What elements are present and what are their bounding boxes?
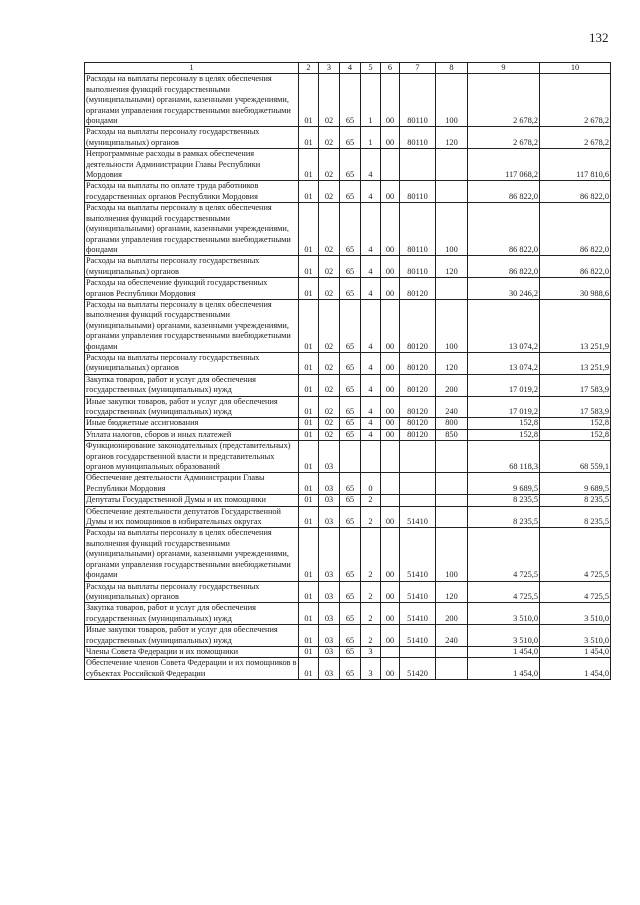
cell-expense-type-code <box>436 473 468 495</box>
cell-direction-code: 80120 <box>400 396 436 418</box>
cell-section-code: 01 <box>299 396 319 418</box>
cell-section-code: 01 <box>299 418 319 429</box>
cell-program-code: 65 <box>340 658 361 680</box>
table-row <box>85 149 611 181</box>
cell-amount-year-2: 152,8 <box>540 429 611 440</box>
cell-expense-type-code <box>436 658 468 680</box>
cell-subsection-code: 03 <box>319 581 340 603</box>
cell-expense-type-code: 850 <box>436 429 468 440</box>
cell-section-code: 01 <box>299 495 319 506</box>
cell-direction-code: 51410 <box>400 528 436 581</box>
cell-amount-year-2: 17 583,9 <box>540 374 611 396</box>
cell-amount-year-1: 17 019,2 <box>468 396 540 418</box>
table-row <box>85 127 611 149</box>
cell-item-name: Закупка товаров, работ и услуг для обеспечения государственных (муниципальных) нужд <box>85 603 299 625</box>
cell-program-code: 65 <box>340 374 361 396</box>
cell-expense-type-code: 100 <box>436 528 468 581</box>
table-row <box>85 581 611 603</box>
cell-subprogram-code: 4 <box>361 149 381 181</box>
column-header: 6 <box>381 63 400 74</box>
cell-subprogram-code: 3 <box>361 658 381 680</box>
cell-item-name: Расходы на выплаты персоналу государственных (муниципальных) органов <box>85 256 299 278</box>
cell-program-code: 65 <box>340 429 361 440</box>
cell-subsection-code: 03 <box>319 473 340 495</box>
cell-amount-year-1: 30 246,2 <box>468 278 540 300</box>
cell-program-code <box>340 441 361 473</box>
cell-expense-type-code <box>436 149 468 181</box>
cell-program-code: 65 <box>340 149 361 181</box>
cell-amount-year-2: 4 725,5 <box>540 528 611 581</box>
cell-subsection-code: 03 <box>319 646 340 657</box>
cell-program-code: 65 <box>340 418 361 429</box>
cell-item-name: Расходы на выплаты персоналу в целях обеспечения выполнения функций государственными (муниципальными) органами, казенными учреждениями, органами управления государственными внебюджетными фондами <box>85 299 299 352</box>
table-row <box>85 506 611 528</box>
cell-event-code <box>381 495 400 506</box>
cell-subprogram-code: 2 <box>361 625 381 647</box>
cell-amount-year-1: 8 235,5 <box>468 506 540 528</box>
cell-subprogram-code: 4 <box>361 352 381 374</box>
cell-section-code: 01 <box>299 256 319 278</box>
cell-subsection-code: 03 <box>319 528 340 581</box>
cell-expense-type-code: 240 <box>436 396 468 418</box>
cell-amount-year-1: 13 074,2 <box>468 299 540 352</box>
cell-subprogram-code: 2 <box>361 581 381 603</box>
cell-amount-year-2: 17 583,9 <box>540 396 611 418</box>
cell-section-code: 01 <box>299 581 319 603</box>
cell-item-name: Расходы на выплаты персоналу в целях обеспечения выполнения функций государственными (муниципальными) органами, казенными учреждениями, органами управления государственными внебюджетными фондами <box>85 528 299 581</box>
cell-amount-year-2: 8 235,5 <box>540 506 611 528</box>
cell-expense-type-code: 120 <box>436 581 468 603</box>
cell-section-code: 01 <box>299 181 319 203</box>
cell-program-code: 65 <box>340 581 361 603</box>
table-row <box>85 374 611 396</box>
cell-amount-year-1: 3 510,0 <box>468 603 540 625</box>
cell-event-code: 00 <box>381 625 400 647</box>
cell-subsection-code: 02 <box>319 278 340 300</box>
cell-section-code: 01 <box>299 603 319 625</box>
cell-item-name: Функционирование законодательных (представительных) органов государственной власти и представительных органов муниципальных образований <box>85 441 299 473</box>
cell-section-code: 01 <box>299 352 319 374</box>
table-row <box>85 352 611 374</box>
cell-direction-code <box>400 149 436 181</box>
cell-subprogram-code: 2 <box>361 603 381 625</box>
cell-amount-year-1: 4 725,5 <box>468 581 540 603</box>
cell-subprogram-code: 4 <box>361 299 381 352</box>
cell-section-code: 01 <box>299 278 319 300</box>
cell-event-code: 00 <box>381 581 400 603</box>
cell-program-code: 65 <box>340 603 361 625</box>
cell-subprogram-code: 4 <box>361 374 381 396</box>
cell-section-code: 01 <box>299 149 319 181</box>
table-row <box>85 495 611 506</box>
cell-event-code: 00 <box>381 278 400 300</box>
cell-subsection-code: 03 <box>319 441 340 473</box>
cell-section-code: 01 <box>299 127 319 149</box>
cell-item-name: Иные закупки товаров, работ и услуг для обеспечения государственных (муниципальных) нужд <box>85 625 299 647</box>
cell-expense-type-code: 100 <box>436 299 468 352</box>
cell-event-code <box>381 149 400 181</box>
column-header: 3 <box>319 63 340 74</box>
cell-section-code: 01 <box>299 203 319 256</box>
cell-event-code: 00 <box>381 299 400 352</box>
column-header: 10 <box>540 63 611 74</box>
cell-subsection-code: 02 <box>319 429 340 440</box>
cell-program-code: 65 <box>340 299 361 352</box>
cell-event-code: 00 <box>381 181 400 203</box>
cell-amount-year-1: 2 678,2 <box>468 127 540 149</box>
cell-direction-code: 80120 <box>400 299 436 352</box>
cell-amount-year-2: 1 454,0 <box>540 646 611 657</box>
cell-event-code: 00 <box>381 506 400 528</box>
cell-program-code: 65 <box>340 352 361 374</box>
cell-item-name: Расходы на выплаты по оплате труда работников государственных органов Республики Мордовия <box>85 181 299 203</box>
cell-expense-type-code <box>436 181 468 203</box>
cell-subprogram-code: 4 <box>361 256 381 278</box>
table-row <box>85 396 611 418</box>
cell-subprogram-code: 4 <box>361 418 381 429</box>
cell-expense-type-code: 200 <box>436 603 468 625</box>
cell-subprogram-code: 2 <box>361 528 381 581</box>
cell-section-code: 01 <box>299 646 319 657</box>
cell-item-name: Расходы на выплаты персоналу в целях обеспечения выполнения функций государственными (муниципальными) органами, казенными учреждениями, органами управления государственными внебюджетными фондами <box>85 203 299 256</box>
cell-expense-type-code <box>436 646 468 657</box>
cell-item-name: Расходы на выплаты персоналу в целях обеспечения выполнения функций государственными (муниципальными) органами, казенными учреждениями, органами управления государственными внебюджетными фондами <box>85 74 299 127</box>
cell-amount-year-1: 2 678,2 <box>468 74 540 127</box>
cell-direction-code: 80110 <box>400 256 436 278</box>
cell-item-name: Расходы на выплаты персоналу государственных (муниципальных) органов <box>85 581 299 603</box>
cell-subsection-code: 02 <box>319 396 340 418</box>
cell-expense-type-code <box>436 441 468 473</box>
cell-section-code: 01 <box>299 506 319 528</box>
cell-amount-year-2: 9 689,5 <box>540 473 611 495</box>
table-row <box>85 625 611 647</box>
cell-amount-year-2: 2 678,2 <box>540 127 611 149</box>
cell-amount-year-2: 117 810,6 <box>540 149 611 181</box>
cell-subsection-code: 03 <box>319 506 340 528</box>
cell-amount-year-1: 13 074,2 <box>468 352 540 374</box>
cell-direction-code: 80120 <box>400 278 436 300</box>
cell-direction-code: 80110 <box>400 181 436 203</box>
cell-direction-code <box>400 441 436 473</box>
cell-event-code <box>381 473 400 495</box>
cell-event-code: 00 <box>381 374 400 396</box>
cell-program-code: 65 <box>340 203 361 256</box>
cell-expense-type-code: 100 <box>436 74 468 127</box>
cell-subsection-code: 03 <box>319 603 340 625</box>
cell-subsection-code: 02 <box>319 352 340 374</box>
cell-direction-code: 51420 <box>400 658 436 680</box>
table-row <box>85 74 611 127</box>
cell-program-code: 65 <box>340 181 361 203</box>
table-row <box>85 658 611 680</box>
column-header: 4 <box>340 63 361 74</box>
cell-section-code: 01 <box>299 429 319 440</box>
cell-program-code: 65 <box>340 278 361 300</box>
cell-section-code: 01 <box>299 658 319 680</box>
cell-expense-type-code: 240 <box>436 625 468 647</box>
cell-event-code: 00 <box>381 203 400 256</box>
cell-direction-code: 80120 <box>400 418 436 429</box>
cell-item-name: Расходы на выплаты персоналу государственных (муниципальных) органов <box>85 127 299 149</box>
cell-item-name: Иные закупки товаров, работ и услуг для обеспечения государственных (муниципальных) нужд <box>85 396 299 418</box>
cell-subprogram-code: 1 <box>361 127 381 149</box>
table-row <box>85 418 611 429</box>
cell-amount-year-2: 2 678,2 <box>540 74 611 127</box>
cell-subsection-code: 02 <box>319 74 340 127</box>
cell-direction-code: 51410 <box>400 581 436 603</box>
cell-section-code: 01 <box>299 625 319 647</box>
cell-section-code: 01 <box>299 441 319 473</box>
table-row <box>85 181 611 203</box>
cell-item-name: Расходы на обеспечение функций государственных органов Республики Мордовия <box>85 278 299 300</box>
cell-event-code: 00 <box>381 528 400 581</box>
cell-amount-year-1: 4 725,5 <box>468 528 540 581</box>
column-header: 9 <box>468 63 540 74</box>
cell-direction-code: 80110 <box>400 74 436 127</box>
table-row <box>85 473 611 495</box>
cell-direction-code: 51410 <box>400 603 436 625</box>
cell-amount-year-2: 86 822,0 <box>540 181 611 203</box>
cell-direction-code: 80120 <box>400 374 436 396</box>
cell-direction-code: 51410 <box>400 625 436 647</box>
table-header-row <box>85 63 611 74</box>
budget-table <box>84 62 611 680</box>
table-row <box>85 441 611 473</box>
cell-amount-year-2: 86 822,0 <box>540 256 611 278</box>
page-number: 132 <box>589 30 609 45</box>
cell-section-code: 01 <box>299 74 319 127</box>
cell-subsection-code: 02 <box>319 256 340 278</box>
cell-event-code: 00 <box>381 429 400 440</box>
cell-amount-year-2: 86 822,0 <box>540 203 611 256</box>
cell-expense-type-code: 120 <box>436 352 468 374</box>
column-header: 8 <box>436 63 468 74</box>
cell-subsection-code: 02 <box>319 374 340 396</box>
cell-amount-year-2: 30 988,6 <box>540 278 611 300</box>
cell-subsection-code: 03 <box>319 658 340 680</box>
cell-section-code: 01 <box>299 473 319 495</box>
cell-subsection-code: 03 <box>319 625 340 647</box>
table-row <box>85 203 611 256</box>
cell-expense-type-code: 800 <box>436 418 468 429</box>
cell-event-code: 00 <box>381 127 400 149</box>
cell-expense-type-code: 200 <box>436 374 468 396</box>
cell-program-code: 65 <box>340 506 361 528</box>
cell-direction-code: 80120 <box>400 352 436 374</box>
cell-section-code: 01 <box>299 374 319 396</box>
cell-event-code: 00 <box>381 396 400 418</box>
cell-program-code: 65 <box>340 396 361 418</box>
cell-amount-year-1: 3 510,0 <box>468 625 540 647</box>
cell-subsection-code: 02 <box>319 299 340 352</box>
cell-item-name: Члены Совета Федерации и их помощники <box>85 646 299 657</box>
cell-program-code: 65 <box>340 646 361 657</box>
cell-amount-year-1: 68 118,3 <box>468 441 540 473</box>
cell-program-code: 65 <box>340 74 361 127</box>
cell-amount-year-2: 1 454,0 <box>540 658 611 680</box>
cell-section-code: 01 <box>299 528 319 581</box>
cell-amount-year-1: 17 019,2 <box>468 374 540 396</box>
cell-section-code: 01 <box>299 299 319 352</box>
cell-subprogram-code: 4 <box>361 396 381 418</box>
cell-amount-year-1: 152,8 <box>468 418 540 429</box>
cell-subprogram-code: 4 <box>361 278 381 300</box>
cell-amount-year-1: 9 689,5 <box>468 473 540 495</box>
cell-program-code: 65 <box>340 528 361 581</box>
cell-event-code <box>381 646 400 657</box>
cell-subprogram-code: 4 <box>361 203 381 256</box>
cell-subprogram-code: 1 <box>361 74 381 127</box>
column-header: 1 <box>85 63 299 74</box>
cell-item-name: Уплата налогов, сборов и иных платежей <box>85 429 299 440</box>
cell-subprogram-code: 0 <box>361 473 381 495</box>
cell-event-code: 00 <box>381 603 400 625</box>
cell-amount-year-2: 4 725,5 <box>540 581 611 603</box>
cell-amount-year-2: 8 235,5 <box>540 495 611 506</box>
table-row <box>85 278 611 300</box>
cell-amount-year-1: 1 454,0 <box>468 658 540 680</box>
cell-expense-type-code <box>436 495 468 506</box>
cell-subsection-code: 02 <box>319 149 340 181</box>
table-row <box>85 429 611 440</box>
cell-direction-code <box>400 646 436 657</box>
cell-event-code: 00 <box>381 74 400 127</box>
table-row <box>85 603 611 625</box>
cell-event-code: 00 <box>381 352 400 374</box>
cell-program-code: 65 <box>340 127 361 149</box>
cell-amount-year-1: 86 822,0 <box>468 256 540 278</box>
cell-direction-code: 80110 <box>400 127 436 149</box>
cell-subsection-code: 02 <box>319 181 340 203</box>
cell-amount-year-2: 152,8 <box>540 418 611 429</box>
cell-item-name: Закупка товаров, работ и услуг для обеспечения государственных (муниципальных) нужд <box>85 374 299 396</box>
table-body <box>85 74 611 680</box>
cell-item-name: Расходы на выплаты персоналу государственных (муниципальных) органов <box>85 352 299 374</box>
cell-subsection-code: 02 <box>319 418 340 429</box>
cell-amount-year-1: 86 822,0 <box>468 203 540 256</box>
table-row <box>85 646 611 657</box>
cell-subsection-code: 03 <box>319 495 340 506</box>
cell-amount-year-1: 8 235,5 <box>468 495 540 506</box>
cell-event-code <box>381 441 400 473</box>
table-row <box>85 256 611 278</box>
cell-subprogram-code: 4 <box>361 429 381 440</box>
cell-amount-year-1: 152,8 <box>468 429 540 440</box>
cell-item-name: Иные бюджетные ассигнования <box>85 418 299 429</box>
cell-expense-type-code: 120 <box>436 127 468 149</box>
cell-subsection-code: 02 <box>319 203 340 256</box>
cell-expense-type-code <box>436 506 468 528</box>
cell-subsection-code: 02 <box>319 127 340 149</box>
cell-item-name: Депутаты Государственной Думы и их помощники <box>85 495 299 506</box>
cell-subprogram-code: 3 <box>361 646 381 657</box>
cell-event-code: 00 <box>381 658 400 680</box>
cell-direction-code: 80120 <box>400 429 436 440</box>
cell-subprogram-code: 4 <box>361 181 381 203</box>
cell-program-code: 65 <box>340 625 361 647</box>
cell-item-name: Обеспечение членов Совета Федерации и их помощников в субъектах Российской Федерации <box>86 658 297 678</box>
cell-amount-year-2: 13 251,9 <box>540 352 611 374</box>
cell-item-name: Обеспечение деятельности Администрации Главы Республики Мордовия <box>85 473 299 495</box>
cell-direction-code: 80110 <box>400 203 436 256</box>
cell-program-code: 65 <box>340 256 361 278</box>
cell-item-name: Непрограммные расходы в рамках обеспечения деятельности Администрации Главы Республики Мордовия <box>85 149 299 181</box>
cell-direction-code <box>400 473 436 495</box>
cell-direction-code <box>400 495 436 506</box>
cell-event-code: 00 <box>381 256 400 278</box>
cell-program-code: 65 <box>340 473 361 495</box>
cell-amount-year-2: 68 559,1 <box>540 441 611 473</box>
cell-item-name: Обеспечение деятельности депутатов Государственной Думы и их помощников в избирательных округах <box>85 506 299 528</box>
cell-expense-type-code <box>436 278 468 300</box>
cell-event-code: 00 <box>381 418 400 429</box>
cell-amount-year-1: 117 068,2 <box>468 149 540 181</box>
cell-amount-year-1: 86 822,0 <box>468 181 540 203</box>
cell-expense-type-code: 120 <box>436 256 468 278</box>
cell-subprogram-code <box>361 441 381 473</box>
cell-amount-year-1: 1 454,0 <box>468 646 540 657</box>
table-row <box>85 528 611 581</box>
cell-expense-type-code: 100 <box>436 203 468 256</box>
cell-direction-code: 51410 <box>400 506 436 528</box>
column-header: 7 <box>400 63 436 74</box>
column-header: 5 <box>361 63 381 74</box>
cell-amount-year-2: 3 510,0 <box>540 603 611 625</box>
column-header: 2 <box>299 63 319 74</box>
cell-subprogram-code: 2 <box>361 495 381 506</box>
table-row <box>85 299 611 352</box>
cell-subprogram-code: 2 <box>361 506 381 528</box>
cell-amount-year-2: 13 251,9 <box>540 299 611 352</box>
cell-program-code: 65 <box>340 495 361 506</box>
cell-amount-year-2: 3 510,0 <box>540 625 611 647</box>
